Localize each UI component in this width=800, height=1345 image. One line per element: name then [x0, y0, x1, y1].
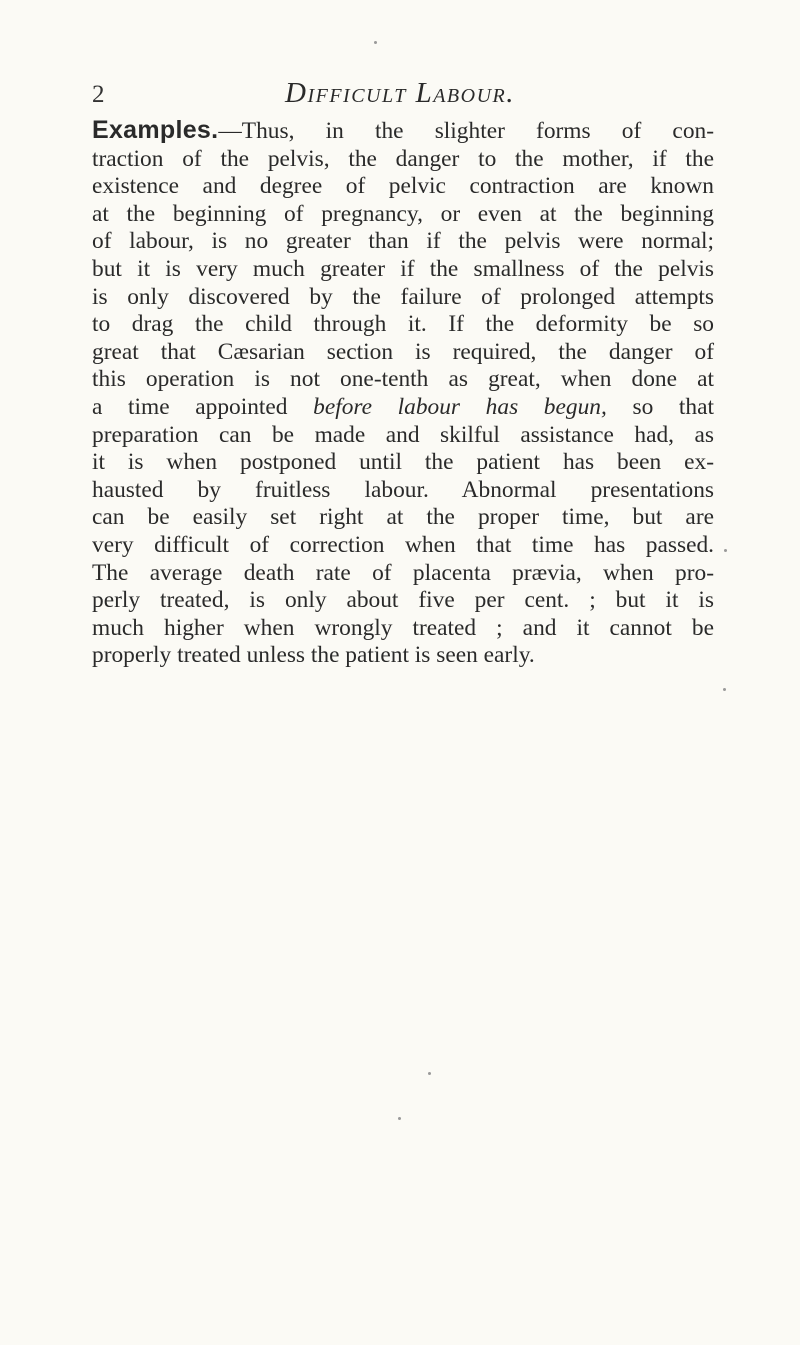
paper-speck — [724, 549, 727, 552]
paragraph-line: properly treated unless the patient is seen early. — [92, 642, 535, 669]
paper-speck — [374, 41, 377, 44]
section-lead: Examples. — [92, 116, 219, 144]
paragraph-line — [92, 394, 714, 422]
paragraph-line: The average death rate of placenta prævia, when pro- — [92, 559, 714, 586]
paragraph-line: existence and degree of pelvic contraction are known — [92, 173, 714, 200]
paragraph-line: this operation is not one-tenth as great, when done at — [92, 366, 714, 393]
line-text: a time appointed — [92, 393, 314, 420]
paragraph-line: much higher when wrongly treated ; and it cannot be — [92, 614, 714, 641]
italic-emphasis: before labour has begun, — [313, 393, 607, 420]
paragraph-line: of labour, is no greater than if the pelvis were normal; — [92, 228, 714, 255]
paragraph-line: at the beginning of pregnancy, or even at the beginning — [92, 200, 714, 227]
line-text: so that — [606, 393, 714, 420]
paragraph-line: hausted by fruitless labour. Abnormal presentations — [92, 476, 714, 503]
paragraph-line: traction of the pelvis, the danger to the mother, if the — [92, 145, 714, 172]
paragraph-line: to drag the child through it. If the deformity be so — [92, 311, 714, 338]
running-head: Difficult Labour. — [285, 77, 515, 109]
paragraph-line: perly treated, is only about five per cent. ; but it is — [92, 587, 714, 614]
line-text: —Thus, in the slighter forms of con- — [218, 118, 714, 144]
paragraph-line: preparation can be made and skilful assistance had, as — [92, 421, 714, 448]
paragraph-line — [92, 117, 714, 146]
paragraph-line: great that Cæsarian section is required, the danger of — [92, 338, 714, 365]
paragraph-line: can be easily set right at the proper time, but are — [92, 504, 714, 531]
body-paragraph — [92, 117, 714, 670]
paper-speck — [723, 688, 726, 691]
paper-speck — [398, 1117, 401, 1120]
paragraph-line: but it is very much greater if the smallness of the pelvis — [92, 255, 714, 282]
paragraph-line: very difficult of correction when that time has passed. — [92, 531, 714, 558]
paper-speck — [428, 1072, 431, 1075]
paragraph-line: is only discovered by the failure of prolonged attempts — [92, 283, 714, 310]
page-number: 2 — [92, 81, 105, 108]
paragraph-line: it is when postponed until the patient has been ex- — [92, 449, 714, 476]
